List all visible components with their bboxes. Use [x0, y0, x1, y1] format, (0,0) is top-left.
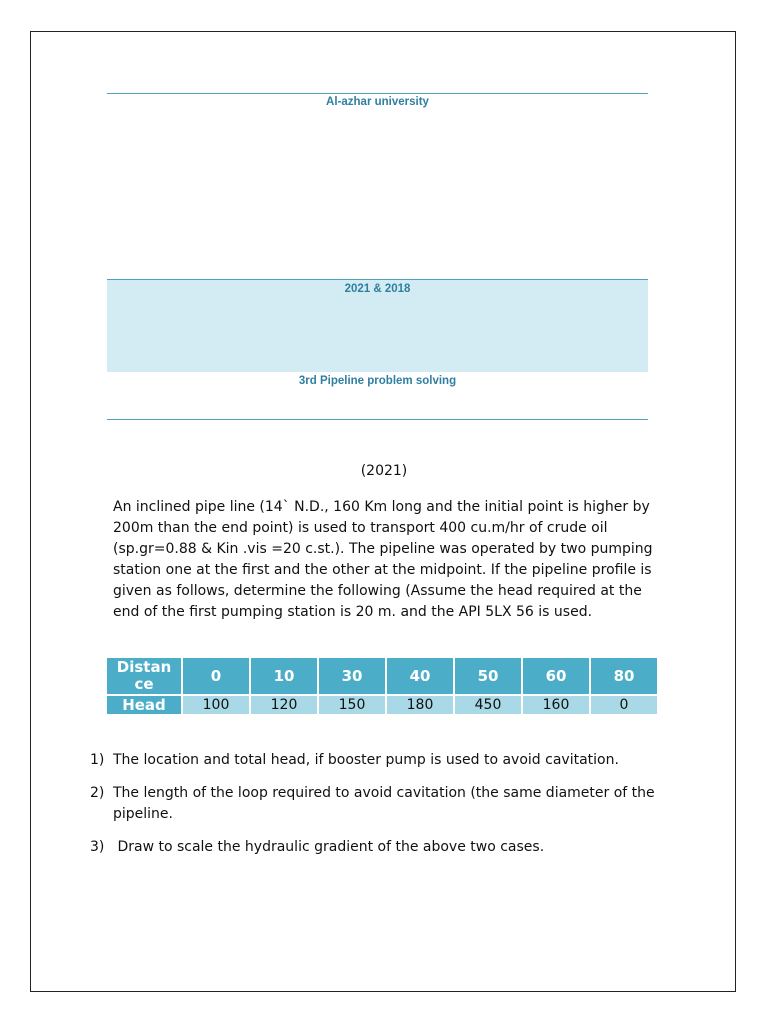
question-number: 1): [90, 752, 105, 768]
subject-title: 3rd Pipeline problem solving: [298, 375, 457, 387]
distance-cell: 40: [387, 658, 453, 694]
head-cell: 150: [319, 696, 385, 714]
question-item: [90, 837, 660, 858]
distance-cell: 10: [251, 658, 317, 694]
question-text: The location and total head, if booster pump is used to avoid cavitation.: [113, 752, 619, 768]
question-number: 2): [90, 785, 105, 801]
head-cell: 120: [251, 696, 317, 714]
question-list: [90, 750, 660, 870]
pipeline-profile-table: [105, 656, 659, 716]
distance-row: [107, 658, 657, 694]
question-item: [90, 783, 660, 825]
distance-cell: 0: [183, 658, 249, 694]
head-row: [107, 696, 657, 714]
head-cell: 180: [387, 696, 453, 714]
head-cell: 100: [183, 696, 249, 714]
head-cell: 160: [523, 696, 589, 714]
head-label: Head: [107, 696, 181, 714]
year-heading: (2021): [360, 463, 408, 479]
bottom-rule: [107, 419, 648, 420]
university-name: Al-azhar university: [326, 96, 429, 108]
question-number: 3): [90, 839, 105, 855]
distance-cell: 60: [523, 658, 589, 694]
distance-label-text: Distan ce: [116, 658, 172, 693]
distance-cell: 50: [455, 658, 521, 694]
distance-cell: 30: [319, 658, 385, 694]
top-rule: [107, 93, 648, 94]
problem-statement: An inclined pipe line (14` N.D., 160 Km long and the initial point is higher by 200m than the end point) is used to transport 400 cu.m/hr of crude oil (sp.gr=0.88 & Kin .vis =20 c.st.). The pipeline was operated by two pumping station one at the first and the other at the midpoint. If the pipeline profile is given as follows, determine the following (Assume the head required at the end of the first pumping station is 20 m. and the API 5LX 56 is used.: [113, 499, 653, 620]
distance-label: [107, 658, 181, 694]
distance-cell: 80: [591, 658, 657, 694]
years-label: 2021 & 2018: [344, 283, 411, 295]
question-item: [90, 750, 660, 771]
head-cell: 450: [455, 696, 521, 714]
question-text: The length of the loop required to avoid cavitation (the same diameter of the pipeline.: [113, 785, 655, 822]
question-text: Draw to scale the hydraulic gradient of the above two cases.: [113, 839, 545, 855]
head-cell: 0: [591, 696, 657, 714]
